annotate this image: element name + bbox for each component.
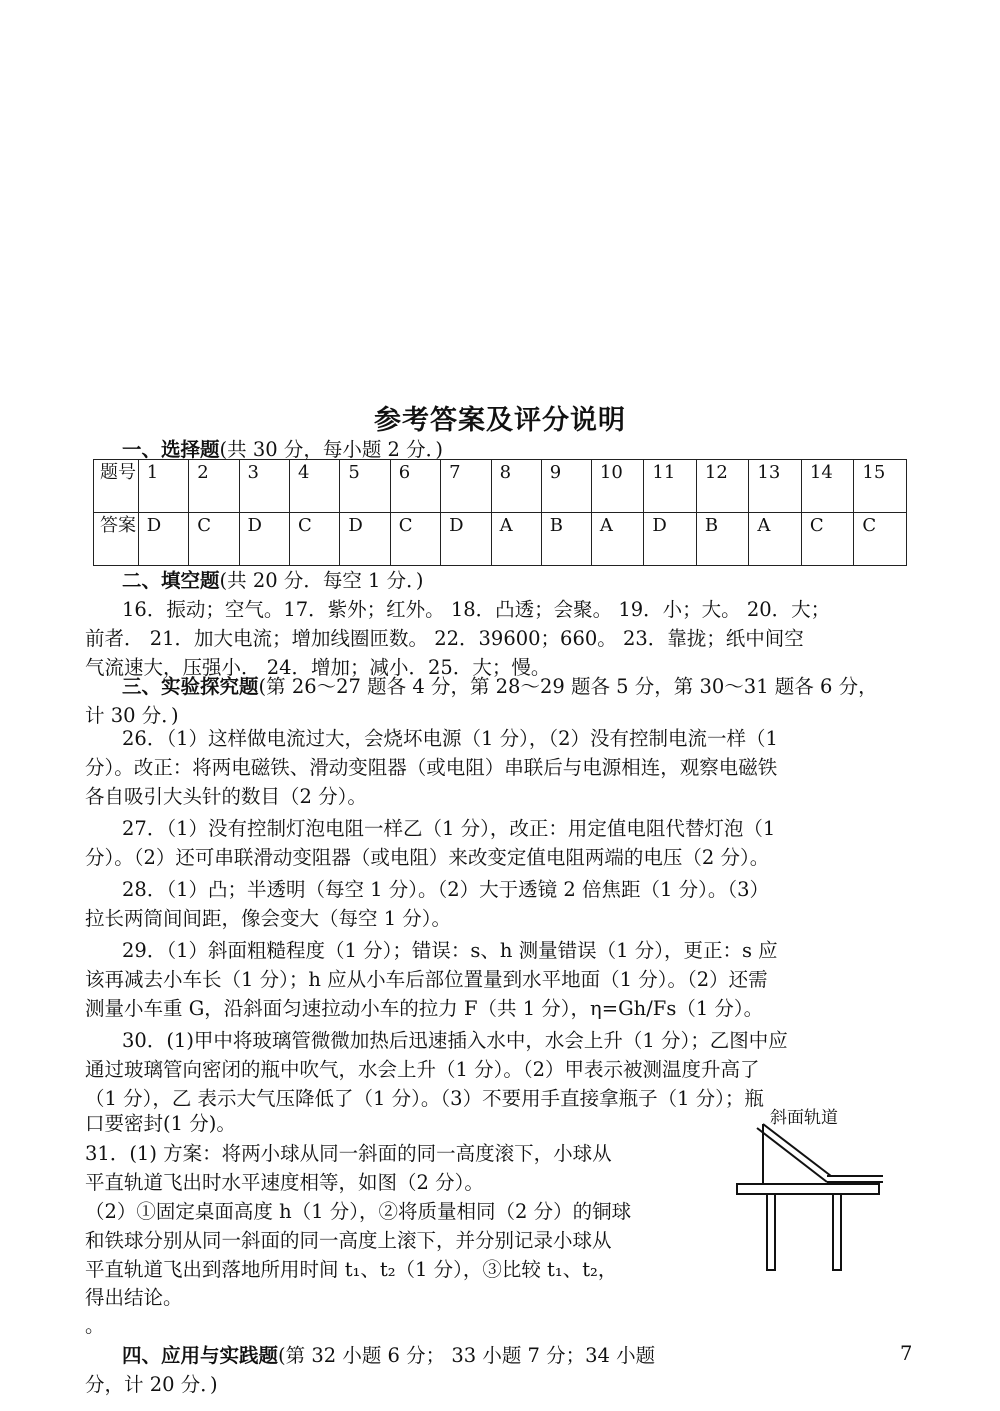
table-top [737,1184,879,1194]
table-cell: 4 [290,460,340,513]
table-cell: 9 [541,460,591,513]
table-cell: 2 [189,460,239,513]
table-cell: 10 [591,460,644,513]
fill-line-3: 气流速大，压强小． 24．增加；减小．25．大；慢。 [85,656,551,679]
section3-note: (第 26～27 题各 4 分，第 28～29 题各 5 分，第 30～31 题各 6 分， [258,675,878,698]
table-leg-right [833,1194,841,1270]
table-cell: D [441,513,491,566]
table-cell: D [138,513,188,566]
table-cell: 1 [138,460,188,513]
table-cell: B [541,513,591,566]
table-cell: 8 [491,460,541,513]
table-cell: D [239,513,289,566]
section4-note: (第 32 小题 6 分； 33 小题 7 分；34 小题 [278,1344,656,1367]
answer-line: 平直轨道飞出时水平速度相等，如图（2 分）。 [85,1171,484,1194]
incline-track-figure [735,1102,895,1272]
answer-line: 测量小车重 G，沿斜面匀速拉动小车的拉力 F（共 1 分），η=Gh/Fs（1 分）。 [85,997,764,1020]
answer-line: 28．（1）凸；半透明（每空 1 分）。（2）大于透镜 2 倍焦距（1 分）。（3） [122,878,769,901]
answer-line: 平直轨道飞出到落地所用时间 t₁、t₂（1 分），③比较 t₁、t₂， [85,1258,618,1281]
figure-label: 斜面轨道 [770,1108,838,1128]
answer-table [93,459,907,566]
table-cell: C [801,513,854,566]
incline-slope [763,1124,831,1176]
table-cell: D [644,513,697,566]
row-label-answers: 答案 [94,513,139,566]
table-row-numbers [94,460,907,513]
section3-heading: 三、实验探究题 [122,675,259,698]
table-cell: A [591,513,644,566]
answer-line: 31．(1) 方案：将两小球从同一斜面的同一高度滚下，小球从 [85,1142,612,1165]
table-cell: C [390,513,440,566]
section1-heading: 一、选择题 [122,438,220,461]
section4-heading: 四、应用与实践题 [122,1344,279,1367]
answer-line: 该再减去小车长（1 分）；h 应从小车后部位置量到水平地面（1 分）。（2）还需 [85,968,768,991]
section3-note-cont: 计 30 分．) [85,704,179,727]
answer-line: 。 [85,1314,105,1337]
fill-line-1: 16．振动；空气。17．紫外；红外。 18．凸透；会聚。 19．小；大。 20．大； [122,598,831,621]
table-row-answers [94,513,907,566]
table-cell: B [696,513,749,566]
row-label-numbers: 题号 [94,460,139,513]
table-cell: 14 [801,460,854,513]
section4-header [122,1342,655,1370]
table-cell: C [290,513,340,566]
page-number: 7 [900,1342,913,1365]
answer-line: 口要密封(1 分)。 [85,1112,236,1135]
section4-note-cont: 分，计 20 分．) [85,1373,218,1396]
table-leg-left [767,1194,775,1270]
table-cell: 13 [749,460,802,513]
answer-line: 各自吸引大头针的数目（2 分）。 [85,785,367,808]
section2-note: (共 20 分．每空 1 分．) [219,569,424,592]
answer-line: 分）。改正：将两电磁铁、滑动变阻器（或电阻）串联后与电源相连，观察电磁铁 [85,756,778,779]
incline-slope-lower [757,1128,827,1182]
page-title: 参考答案及评分说明 [374,405,626,436]
section3-header [122,673,878,701]
table-cell: A [749,513,802,566]
answer-line: 和铁球分别从同一斜面的同一高度上滚下，并分别记录小球从 [85,1229,612,1252]
section2-header [122,567,424,595]
answer-line: 30．(1)甲中将玻璃管微微加热后迅速插入水中，水会上升（1 分）；乙图中应 [122,1029,788,1052]
table-cell: 11 [644,460,697,513]
answer-line: 27．（1）没有控制灯泡电阻一样乙（1 分），改正：用定值电阻代替灯泡（1 [122,817,776,840]
answer-line: 得出结论。 [85,1286,183,1309]
fill-line-2: 前者． 21．加大电流；增加线圈匝数。 22．39600；660。 23．靠拢；纸中间空 [85,627,804,650]
answer-line: （1 分），乙 表示大气压降低了（1 分）。（3）不要用手直接拿瓶子（1 分）；瓶 [85,1087,764,1110]
table-cell: A [491,513,541,566]
table-cell: 3 [239,460,289,513]
table-cell: C [854,513,907,566]
answer-line: 26．（1）这样做电流过大，会烧坏电源（1 分），（2）没有控制电流一样（1 [122,727,778,750]
section1-note: (共 30 分，每小题 2 分．) [219,438,443,461]
answer-line: 通过玻璃管向密闭的瓶中吹气，水会上升（1 分）。（2）甲表示被测温度升高了 [85,1058,760,1081]
table-cell: D [340,513,390,566]
table-cell: 15 [854,460,907,513]
table-cell: 12 [696,460,749,513]
answer-line: 29．（1）斜面粗糙程度（1 分）；错误：s、h 测量错误（1 分），更正：s 应 [122,939,778,962]
table-cell: C [189,513,239,566]
table-cell: 7 [441,460,491,513]
table-cell: 5 [340,460,390,513]
answer-line: （2）①固定桌面高度 h（1 分），②将质量相同（2 分）的铜球 [85,1200,632,1223]
answer-line: 拉长两筒间间距，像会变大（每空 1 分）。 [85,907,452,930]
table-cell: 6 [390,460,440,513]
answer-line: 分）。（2）还可串联滑动变阻器（或电阻）来改变定值电阻两端的电压（2 分）。 [85,846,770,869]
section2-heading: 二、填空题 [122,569,220,592]
